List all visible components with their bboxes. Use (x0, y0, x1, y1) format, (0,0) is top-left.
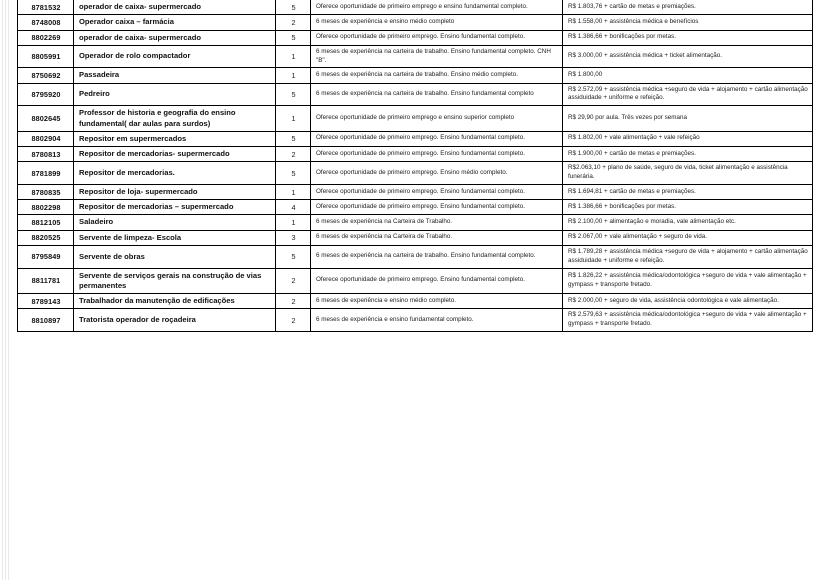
cell-role: operador de caixa- supermercado (74, 0, 276, 15)
cell-salary: R$ 1.558,00 + assistência médica e benefícios (563, 15, 813, 30)
cell-code: 8802645 (18, 106, 74, 132)
cell-salary: R$ 1.900,00 + cartão de metas e premiações. (563, 147, 813, 162)
table-row (18, 15, 813, 30)
cell-requirements: Oferece oportunidade de primeiro emprego. Ensino fundamental completo. (311, 30, 563, 45)
cell-salary: R$ 1.789,28 + assistência médica +seguro de vida + alojamento + cartão alimentação assiduidade + uniforme e refeição. (563, 245, 813, 268)
cell-role: Professor de historia e geografia do ensino fundamental( dar aulas para surdos) (74, 106, 276, 132)
vacancies-table (17, 0, 813, 332)
cell-requirements: 6 meses de experiência na Carteira de Trabalho. (311, 230, 563, 245)
cell-code: 8780813 (18, 147, 74, 162)
cell-role: Servente de serviços gerais na construção de vias permanentes (74, 268, 276, 294)
cell-quantity: 2 (276, 268, 311, 294)
cell-code: 8795849 (18, 245, 74, 268)
cell-quantity: 5 (276, 30, 311, 45)
cell-salary: R$ 1.803,76 + cartão de metas e premiações. (563, 0, 813, 15)
cell-quantity: 5 (276, 83, 311, 106)
cell-code: 8802298 (18, 200, 74, 215)
cell-requirements: 6 meses de experiência na Carteira de Trabalho. (311, 215, 563, 230)
table-row (18, 0, 813, 15)
cell-code: 8802269 (18, 30, 74, 45)
cell-requirements: Oferece oportunidade de primeiro emprego. Ensino fundamental completo. (311, 131, 563, 146)
cell-quantity: 5 (276, 0, 311, 15)
cell-requirements: Oferece oportunidade de primeiro emprego. Ensino fundamental completo. (311, 200, 563, 215)
table-row (18, 68, 813, 83)
cell-role: Pedreiro (74, 83, 276, 106)
cell-quantity: 5 (276, 245, 311, 268)
cell-requirements: Oferece oportunidade de primeiro emprego. Ensino fundamental completo. (311, 184, 563, 199)
cell-salary: R$ 1.386,66 + bonificações por metas. (563, 200, 813, 215)
cell-salary: R$ 2.100,00 + alimentação e moradia, vale alimentação etc. (563, 215, 813, 230)
cell-role: Tratorista operador de roçadeira (74, 309, 276, 332)
cell-salary: R$ 1.386,66 + bonificações por metas. (563, 30, 813, 45)
vacancies-table-body (18, 0, 813, 331)
cell-salary: R$ 1.800,00 (563, 68, 813, 83)
cell-role: Repositor em supermercados (74, 131, 276, 146)
cell-code: 8780835 (18, 184, 74, 199)
cell-salary: R$ 1.694,81 + cartão de metas e premiações. (563, 184, 813, 199)
vacancies-table-container (17, 0, 812, 332)
cell-salary: R$ 1.802,00 + vale alimentação + vale refeição (563, 131, 813, 146)
cell-code: 8820525 (18, 230, 74, 245)
table-row (18, 309, 813, 332)
cell-salary: R$ 29,90 por aula. Três vezes por semana (563, 106, 813, 132)
cell-role: Passadeira (74, 68, 276, 83)
page-margin-guide (8, 0, 9, 580)
cell-quantity: 1 (276, 215, 311, 230)
cell-role: Repositor de mercadorias- supermercado (74, 147, 276, 162)
cell-code: 8748008 (18, 15, 74, 30)
cell-quantity: 5 (276, 131, 311, 146)
cell-role: Operador caixa – farmácia (74, 15, 276, 30)
cell-role: operador de caixa- supermercado (74, 30, 276, 45)
cell-quantity: 2 (276, 15, 311, 30)
table-row (18, 45, 813, 68)
cell-code: 8805991 (18, 45, 74, 68)
cell-code: 8789143 (18, 294, 74, 309)
cell-role: Repositor de loja- supermercado (74, 184, 276, 199)
page-margin-guide (5, 0, 6, 580)
cell-requirements: 6 meses de experiência na carteira de trabalho. Ensino fundamental completo (311, 83, 563, 106)
table-row (18, 184, 813, 199)
cell-requirements: 6 meses de experiência e ensino fundamental completo. (311, 309, 563, 332)
cell-requirements: Oferece oportunidade de primeiro emprego. Ensino fundamental completo. (311, 268, 563, 294)
cell-role: Servente de limpeza- Escola (74, 230, 276, 245)
table-row (18, 294, 813, 309)
cell-code: 8802904 (18, 131, 74, 146)
cell-requirements: 6 meses de experiência e ensino médio completo. (311, 294, 563, 309)
cell-quantity: 1 (276, 106, 311, 132)
cell-role: Operador de rolo compactador (74, 45, 276, 68)
cell-code: 8810897 (18, 309, 74, 332)
cell-code: 8750692 (18, 68, 74, 83)
cell-role: Saladeiro (74, 215, 276, 230)
cell-requirements: 6 meses de experiência na carteira de trabalho. Ensino fundamental completo. CNH "B". (311, 45, 563, 68)
table-row (18, 30, 813, 45)
table-row (18, 83, 813, 106)
cell-salary: R$2.063,10 + plano de saúde, seguro de vida, ticket alimentação e assistência funerária. (563, 162, 813, 185)
cell-salary: R$ 1.826,22 + assistência médica/odontológica +seguro de vida + vale alimentação + gympass + transporte fretado. (563, 268, 813, 294)
cell-salary: R$ 2.000,00 + seguro de vida, assistência odontológica e vale alimentação. (563, 294, 813, 309)
cell-quantity: 1 (276, 68, 311, 83)
cell-requirements: 6 meses de experiência na carteira de trabalho. Ensino fundamental completo. (311, 245, 563, 268)
table-row (18, 147, 813, 162)
cell-quantity: 5 (276, 162, 311, 185)
cell-quantity: 1 (276, 184, 311, 199)
cell-role: Servente de obras (74, 245, 276, 268)
table-row (18, 162, 813, 185)
cell-code: 8811781 (18, 268, 74, 294)
table-row (18, 230, 813, 245)
cell-salary: R$ 2.579,63 + assistência médica/odontológica +seguro de vida + vale alimentação + gympass + transporte fretado. (563, 309, 813, 332)
cell-quantity: 3 (276, 230, 311, 245)
cell-code: 8812105 (18, 215, 74, 230)
cell-requirements: Oferece oportunidade de primeiro emprego e ensino fundamental completo. (311, 0, 563, 15)
table-row (18, 106, 813, 132)
table-row (18, 200, 813, 215)
cell-quantity: 2 (276, 309, 311, 332)
cell-requirements: 6 meses de experiência e ensino médio completo (311, 15, 563, 30)
cell-code: 8795920 (18, 83, 74, 106)
cell-quantity: 2 (276, 294, 311, 309)
cell-role: Repositor de mercadorias. (74, 162, 276, 185)
page-margin-guide (2, 0, 3, 580)
cell-salary: R$ 2.067,00 + vale alimentação + seguro de vida. (563, 230, 813, 245)
cell-quantity: 2 (276, 147, 311, 162)
cell-code: 8781532 (18, 0, 74, 15)
cell-requirements: Oferece oportunidade de primeiro emprego e ensino superior completo (311, 106, 563, 132)
cell-quantity: 1 (276, 45, 311, 68)
cell-salary: R$ 3.000,00 + assistência médica + ticket alimentação. (563, 45, 813, 68)
cell-code: 8781899 (18, 162, 74, 185)
table-row (18, 268, 813, 294)
table-row (18, 131, 813, 146)
cell-salary: R$ 2.572,09 + assistência médica +seguro de vida + alojamento + cartão alimentação assiduidade + uniforme e refeição. (563, 83, 813, 106)
cell-requirements: 6 meses de experiência na carteira de trabalho. Ensino médio completo. (311, 68, 563, 83)
cell-role: Trabalhador da manutenção de edificações (74, 294, 276, 309)
table-row (18, 215, 813, 230)
cell-requirements: Oferece oportunidade de primeiro emprego. Ensino fundamental completo. (311, 147, 563, 162)
cell-role: Repositor de mercadorias – supermercado (74, 200, 276, 215)
table-row (18, 245, 813, 268)
cell-quantity: 4 (276, 200, 311, 215)
cell-requirements: Oferece oportunidade de primeiro emprego. Ensino médio completo. (311, 162, 563, 185)
